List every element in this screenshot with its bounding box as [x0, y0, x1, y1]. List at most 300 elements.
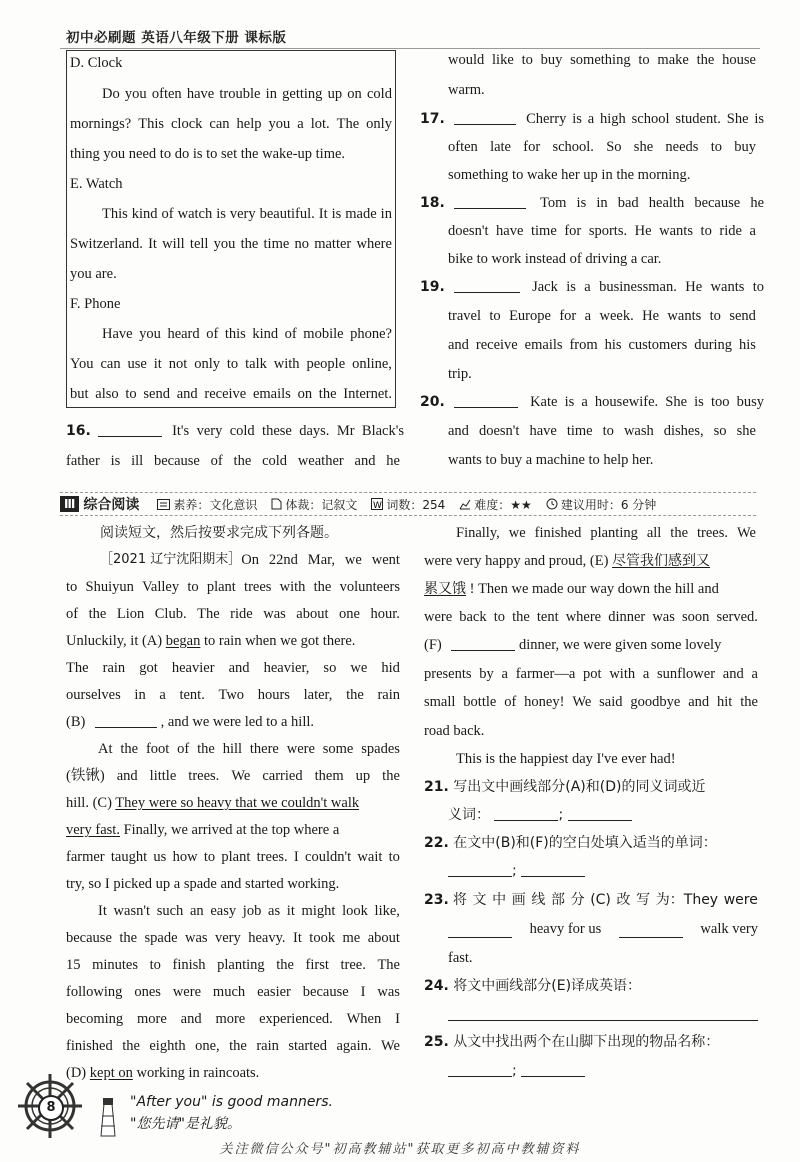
word: made	[345, 206, 377, 222]
question-23	[424, 891, 758, 909]
word: she	[736, 423, 756, 439]
word: them	[314, 768, 344, 784]
passage-line	[66, 632, 400, 650]
word: On	[241, 552, 259, 568]
word: He	[642, 308, 660, 324]
word: like,	[374, 903, 400, 919]
word: hours	[257, 687, 290, 703]
passage-line: road back.	[424, 723, 485, 739]
passage-text: working in raincoats.	[136, 1065, 260, 1081]
word: cold	[229, 423, 255, 439]
word: we	[508, 525, 526, 541]
word: and	[176, 386, 198, 402]
passage-text: Finally, we arrived at the top where a	[123, 822, 340, 838]
word: where	[565, 609, 602, 625]
word: 画	[511, 892, 526, 908]
word: to	[493, 609, 505, 625]
passage-text: were very happy and proud, (E)	[424, 553, 609, 569]
word: time	[263, 236, 290, 252]
word: will	[162, 236, 185, 252]
word: We	[736, 525, 756, 541]
blank-f[interactable]	[451, 636, 515, 651]
word: where	[356, 236, 392, 252]
word: tree.	[340, 957, 366, 973]
word: the	[120, 741, 139, 757]
word: time	[566, 423, 593, 439]
word: trouble	[219, 86, 261, 102]
word: days.	[299, 423, 330, 439]
word: is	[331, 206, 342, 222]
word: to	[203, 849, 216, 865]
word: you	[139, 326, 161, 342]
footer-note: 关注微信公众号"初高教辅站"获取更多初高中教辅资料	[219, 1142, 581, 1157]
word: honey!	[524, 694, 565, 710]
word: his	[738, 337, 756, 353]
word: She	[726, 111, 749, 127]
word: only	[366, 116, 392, 132]
word: buy	[540, 52, 563, 68]
word: tent	[536, 609, 559, 625]
passage-line	[424, 665, 758, 683]
word: weather	[297, 453, 344, 469]
word: me	[342, 930, 361, 946]
word: is	[694, 394, 704, 410]
word: about	[296, 606, 329, 622]
word: The	[377, 957, 400, 973]
word: to	[388, 849, 400, 865]
page-number: 8	[38, 1095, 64, 1121]
question-22	[424, 834, 717, 852]
word: hour.	[370, 606, 400, 622]
word: dinner	[608, 609, 646, 625]
options-box	[66, 50, 396, 408]
question-text: 在文中(B)和(F)的空白处填入适当的单词：	[453, 835, 717, 851]
word: were	[286, 741, 315, 757]
q20-line: wants to buy a machine to help her.	[448, 452, 654, 468]
word: pot	[583, 666, 602, 682]
word: only	[194, 356, 220, 372]
answer-blank[interactable]	[448, 923, 512, 938]
word: have	[529, 423, 557, 439]
answer-blank[interactable]	[454, 110, 516, 125]
question-24	[424, 977, 641, 995]
word: job	[242, 903, 262, 919]
passage-line	[66, 983, 400, 1001]
word: look	[342, 903, 368, 919]
answer-blank[interactable]	[98, 422, 162, 437]
word: she	[633, 139, 654, 155]
word: following	[66, 984, 123, 1000]
word: She	[665, 394, 688, 410]
word: beautiful.	[259, 206, 315, 222]
word: make	[657, 52, 689, 68]
word: for	[523, 139, 541, 155]
word: to	[66, 579, 78, 595]
word: because	[153, 453, 200, 469]
passage-line	[66, 578, 400, 596]
word: 文	[472, 892, 487, 908]
word: there	[249, 741, 279, 757]
word: 中	[492, 892, 507, 908]
word: Cherry	[526, 111, 567, 127]
word: Shuiyun	[85, 579, 134, 595]
word: but	[70, 386, 89, 402]
word: We	[572, 694, 592, 710]
word: doesn't	[448, 223, 489, 239]
passage-line	[66, 659, 400, 677]
word: about	[367, 930, 400, 946]
word: Tom	[540, 195, 567, 211]
underlined-d: kept on	[89, 1065, 133, 1081]
word: plant	[206, 579, 236, 595]
answer-blank[interactable]	[494, 806, 558, 821]
word: up	[327, 86, 343, 102]
answer-blank[interactable]	[521, 862, 585, 877]
word: the	[197, 741, 215, 757]
word: spades	[361, 741, 400, 757]
word: he	[750, 195, 764, 211]
q17-text	[526, 110, 764, 128]
word: little	[149, 768, 177, 784]
word: kind	[252, 326, 279, 342]
section-title: 综合阅读	[83, 497, 140, 513]
answer-blank[interactable]	[454, 194, 526, 209]
word: like	[492, 52, 514, 68]
word: something	[570, 52, 631, 68]
question-text: 写出文中画线部分(A)和(D)的同义词或近	[453, 779, 706, 795]
word: and	[722, 666, 744, 682]
answer-blank[interactable]	[448, 1062, 512, 1077]
word: started	[288, 1038, 327, 1054]
answer-blank[interactable]	[454, 393, 518, 408]
passage-line	[66, 686, 400, 704]
word: in	[380, 206, 392, 222]
word: to	[125, 386, 137, 402]
word: a	[501, 666, 508, 682]
word: foot	[145, 741, 170, 757]
word: high	[600, 111, 626, 127]
literacy-icon	[157, 499, 170, 510]
word: went	[371, 552, 400, 568]
word: it	[286, 903, 295, 919]
option-e-line	[70, 235, 392, 253]
q16-continued	[448, 51, 756, 69]
option-e-title: E. Watch	[70, 176, 123, 192]
word: later,	[303, 687, 333, 703]
passage-text: to rain when we got there.	[204, 633, 356, 649]
question-number: 16.	[66, 423, 91, 439]
word: watch	[177, 206, 213, 222]
word: online,	[352, 356, 392, 372]
word: goodbye	[630, 694, 681, 710]
word: was	[652, 609, 675, 625]
answer-blank[interactable]	[568, 806, 632, 821]
word: eighth	[149, 1038, 186, 1054]
question-number: 18.	[420, 195, 445, 211]
question-17	[420, 110, 765, 128]
word: of	[177, 741, 190, 757]
word: This	[102, 206, 128, 222]
word: to	[602, 423, 614, 439]
underlined-c: very fast.	[66, 822, 120, 838]
word: can	[100, 356, 121, 372]
word: house	[722, 52, 756, 68]
passage-text: ! Then we made our way down the hill and	[469, 581, 719, 597]
word: took	[309, 930, 336, 946]
word: for	[564, 223, 582, 239]
word: so	[323, 660, 337, 676]
word: (铁锹)	[66, 768, 105, 784]
word: also	[95, 386, 119, 402]
word: It	[98, 903, 107, 919]
word: planting	[217, 957, 265, 973]
meta-genre	[271, 496, 357, 513]
question-16	[66, 422, 404, 440]
word: were	[424, 609, 453, 625]
quote-chinese: "您先请"是礼貌。	[130, 1116, 241, 1132]
word: one	[339, 606, 360, 622]
word: the	[318, 386, 337, 402]
question-number: 23.	[424, 892, 449, 908]
q17-line	[448, 138, 756, 156]
word: late	[490, 139, 511, 155]
word: ourselves	[66, 687, 121, 703]
word: the	[240, 236, 259, 252]
word: We	[231, 768, 251, 784]
answer-blank[interactable]	[521, 1062, 585, 1077]
word: to	[149, 957, 161, 973]
word: mornings?	[70, 116, 132, 132]
word: getting	[282, 86, 323, 102]
question-20	[420, 393, 764, 411]
word: trees.	[256, 849, 288, 865]
word: a	[584, 279, 591, 295]
word: to	[521, 52, 533, 68]
q19-line: trip.	[448, 366, 472, 382]
question-text: 将文中画线部分(E)译成英语：	[453, 978, 642, 994]
literacy-text: 素养：文化意识	[173, 497, 258, 512]
word: to	[638, 52, 650, 68]
word: phone?	[350, 326, 392, 342]
passage-line	[66, 1037, 400, 1055]
word: Europe	[509, 308, 551, 324]
word: ill	[131, 453, 144, 469]
time-text: 建议用时：6 分钟	[560, 497, 657, 512]
word: businessman.	[599, 279, 677, 295]
word-count-icon	[371, 498, 383, 510]
word: 15	[66, 957, 81, 973]
word: When	[346, 1011, 382, 1027]
word: us	[153, 849, 167, 865]
word: (C)	[590, 892, 611, 908]
word: we	[350, 660, 368, 676]
word: 22nd	[268, 552, 298, 568]
word: rain	[102, 660, 126, 676]
word: Black's	[361, 423, 404, 439]
words-text: 词数：254	[386, 497, 446, 512]
word: was	[263, 606, 286, 622]
question-25	[424, 1033, 719, 1051]
word: 部	[550, 892, 565, 908]
word: on	[297, 386, 313, 402]
word: travel	[448, 308, 482, 324]
word: He	[634, 223, 652, 239]
word: have	[496, 223, 524, 239]
word: the	[119, 930, 138, 946]
word: the	[88, 606, 107, 622]
word: because	[694, 195, 741, 211]
word: the	[229, 1038, 247, 1054]
word: 将	[452, 892, 467, 908]
passage-line	[66, 767, 400, 785]
word: the	[276, 957, 294, 973]
word: to	[489, 308, 501, 324]
passage-line	[66, 956, 400, 974]
word: heavier	[171, 660, 215, 676]
q17-line: something to wake her up in the morning.	[448, 167, 691, 183]
word: carried	[262, 768, 303, 784]
word: Valley	[142, 579, 180, 595]
word: becoming	[66, 1011, 124, 1027]
word: clock	[171, 116, 203, 132]
answer-line[interactable]	[448, 1020, 758, 1021]
word: much	[212, 984, 246, 1000]
word: very	[215, 930, 241, 946]
q18-line: bike to work instead of driving a car.	[448, 251, 662, 267]
passage-text: dinner, we were given some lovely	[518, 637, 722, 653]
passage-line	[66, 821, 400, 839]
word: father	[66, 453, 100, 469]
word: would	[448, 52, 485, 68]
word: Jack	[532, 279, 558, 295]
word: can	[209, 116, 230, 132]
word: trees.	[188, 768, 220, 784]
word: week.	[599, 308, 634, 324]
option-d-line: thing you need to do is to set the wake-up time.	[70, 146, 346, 162]
word: to	[187, 579, 199, 595]
word: wash	[623, 423, 654, 439]
word: busy	[736, 394, 764, 410]
q19-text	[532, 278, 764, 296]
word: Kate	[530, 394, 558, 410]
question-number: 20.	[420, 394, 445, 410]
passage-line	[66, 1064, 259, 1082]
answer-blank[interactable]	[619, 923, 683, 938]
question-text: walk very	[700, 921, 758, 937]
question-21-answers	[448, 806, 632, 824]
word: receive	[475, 337, 518, 353]
word: first	[305, 957, 329, 973]
source-tag: ［2021 辽宁沈阳期末］	[100, 552, 242, 567]
word: We	[380, 1038, 400, 1054]
word: and	[354, 453, 376, 469]
option-f-title: F. Phone	[70, 296, 121, 312]
word: of	[210, 453, 223, 469]
word: was	[377, 984, 400, 1000]
word: spade	[144, 930, 178, 946]
question-number: 25.	[424, 1034, 449, 1050]
word: of	[284, 326, 297, 342]
word: the	[696, 52, 715, 68]
word: mobile	[303, 326, 344, 342]
word: buy	[734, 139, 756, 155]
word: Do	[102, 86, 120, 102]
answer-blank[interactable]	[448, 862, 512, 877]
passage-line	[424, 524, 756, 542]
word: more	[215, 1011, 246, 1027]
word: planting	[590, 525, 638, 541]
word: easy	[210, 903, 237, 919]
word: too	[710, 394, 730, 410]
blank-label-f: (F)	[424, 637, 442, 653]
word: he	[386, 453, 400, 469]
word: and	[228, 660, 250, 676]
word: minutes	[92, 957, 139, 973]
word: of	[161, 206, 174, 222]
question-25-answers	[448, 1062, 585, 1080]
q18-text	[540, 194, 764, 212]
word: This	[138, 116, 164, 132]
word: talk	[245, 356, 267, 372]
q16-line	[66, 452, 400, 470]
word: a	[587, 111, 595, 127]
passage-line	[66, 1010, 400, 1028]
word: back	[459, 609, 487, 625]
q18-line	[448, 222, 756, 240]
word: were	[172, 984, 201, 1000]
word: a	[581, 394, 588, 410]
question-21	[424, 778, 705, 796]
word: farmer—a	[515, 666, 576, 682]
word: housewife.	[594, 394, 659, 410]
underlined-e: 累又饿	[424, 581, 466, 597]
word: said	[599, 694, 623, 710]
word: wants	[667, 308, 702, 324]
word: the	[233, 453, 252, 469]
word: dishes,	[663, 423, 704, 439]
blank-b[interactable]	[95, 713, 157, 728]
word: He	[685, 279, 703, 295]
meta-time	[546, 496, 656, 513]
word: time	[530, 223, 557, 239]
word: easier	[257, 984, 291, 1000]
question-19	[420, 278, 765, 296]
word: receive	[204, 386, 247, 402]
word: presents	[424, 666, 472, 682]
word: to	[752, 279, 765, 295]
option-f-line	[70, 325, 392, 343]
passage-line	[66, 902, 400, 920]
word: 写	[636, 892, 651, 908]
separator: ;	[558, 807, 564, 823]
word: I	[293, 849, 299, 865]
word: is	[576, 195, 587, 211]
header-divider	[60, 48, 760, 49]
word: hill	[222, 741, 243, 757]
answer-blank[interactable]	[454, 278, 520, 293]
question-number: 22.	[424, 835, 449, 851]
chart-icon	[459, 498, 471, 510]
meta-literacy	[157, 496, 257, 513]
word: and	[448, 337, 469, 353]
word: finish	[172, 957, 206, 973]
passage-line	[424, 580, 758, 598]
word: in	[596, 195, 608, 211]
word: trees.	[696, 525, 728, 541]
word: the	[740, 694, 758, 710]
word: Finally,	[456, 525, 500, 541]
word: a	[751, 666, 758, 682]
